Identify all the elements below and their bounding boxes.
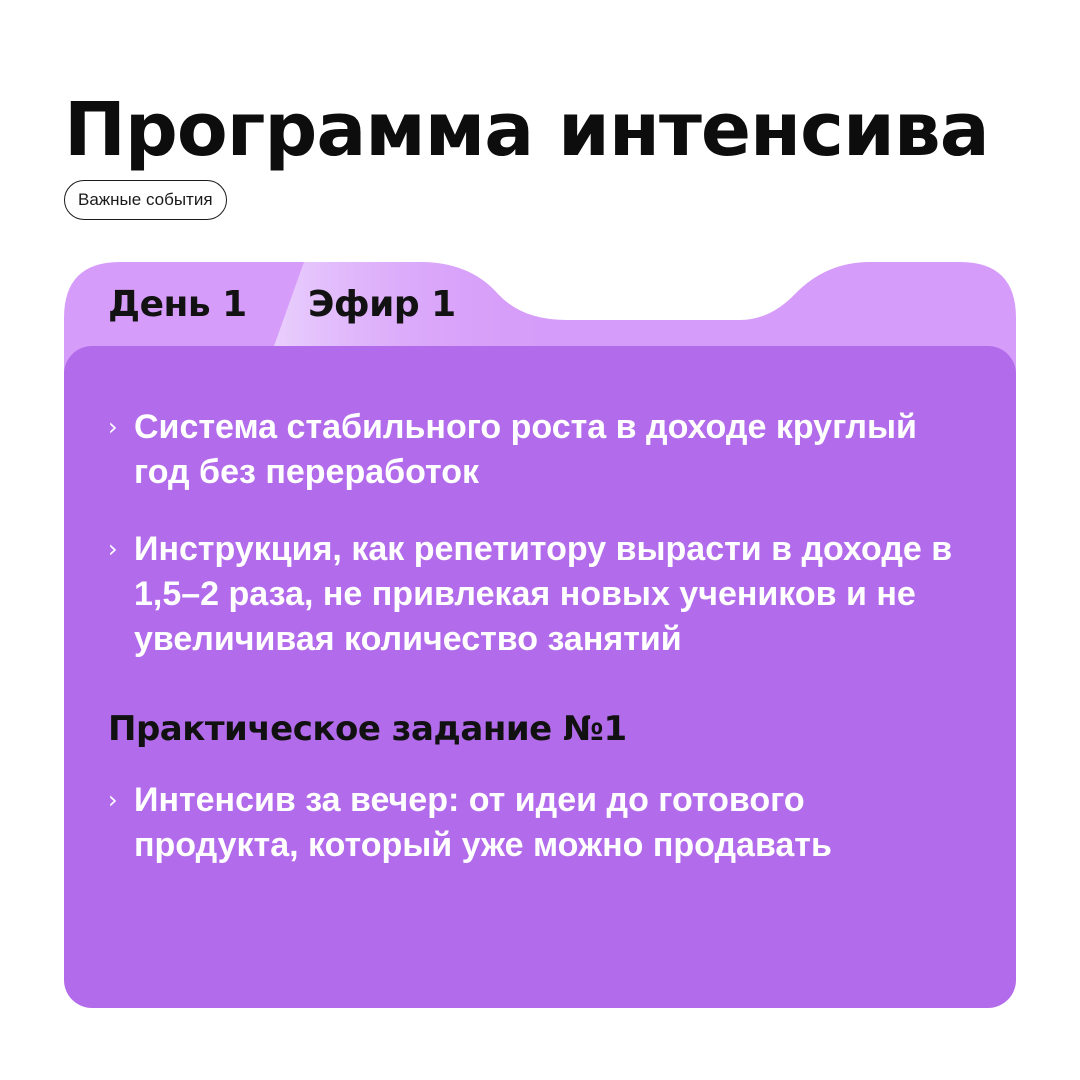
tab-day-label: День 1 xyxy=(108,284,247,325)
program-item-text: Инструкция, как репетитору вырасти в доходе в 1,5–2 раза, не привлекая новых учеников и не увеличивая количество занятий xyxy=(134,530,953,658)
chevron-right-icon: › xyxy=(108,413,118,441)
chevron-right-icon: › xyxy=(108,535,118,563)
important-events-badge: Важные события xyxy=(64,180,227,220)
chevron-right-icon: › xyxy=(108,786,118,814)
program-item xyxy=(108,405,968,495)
practice-item-text: Интенсив за вечер: от идеи до готового продукта, который уже можно продавать xyxy=(134,781,832,864)
tab-stream-label: Эфир 1 xyxy=(308,284,456,325)
program-item-text: Система стабильного роста в доходе круглый год без переработок xyxy=(134,408,917,491)
practice-heading: Практическое задание №1 xyxy=(108,709,627,749)
practice-item xyxy=(108,778,968,868)
program-item xyxy=(108,527,968,662)
page-title: Программа интенсива xyxy=(64,87,989,173)
program-content xyxy=(108,405,968,900)
